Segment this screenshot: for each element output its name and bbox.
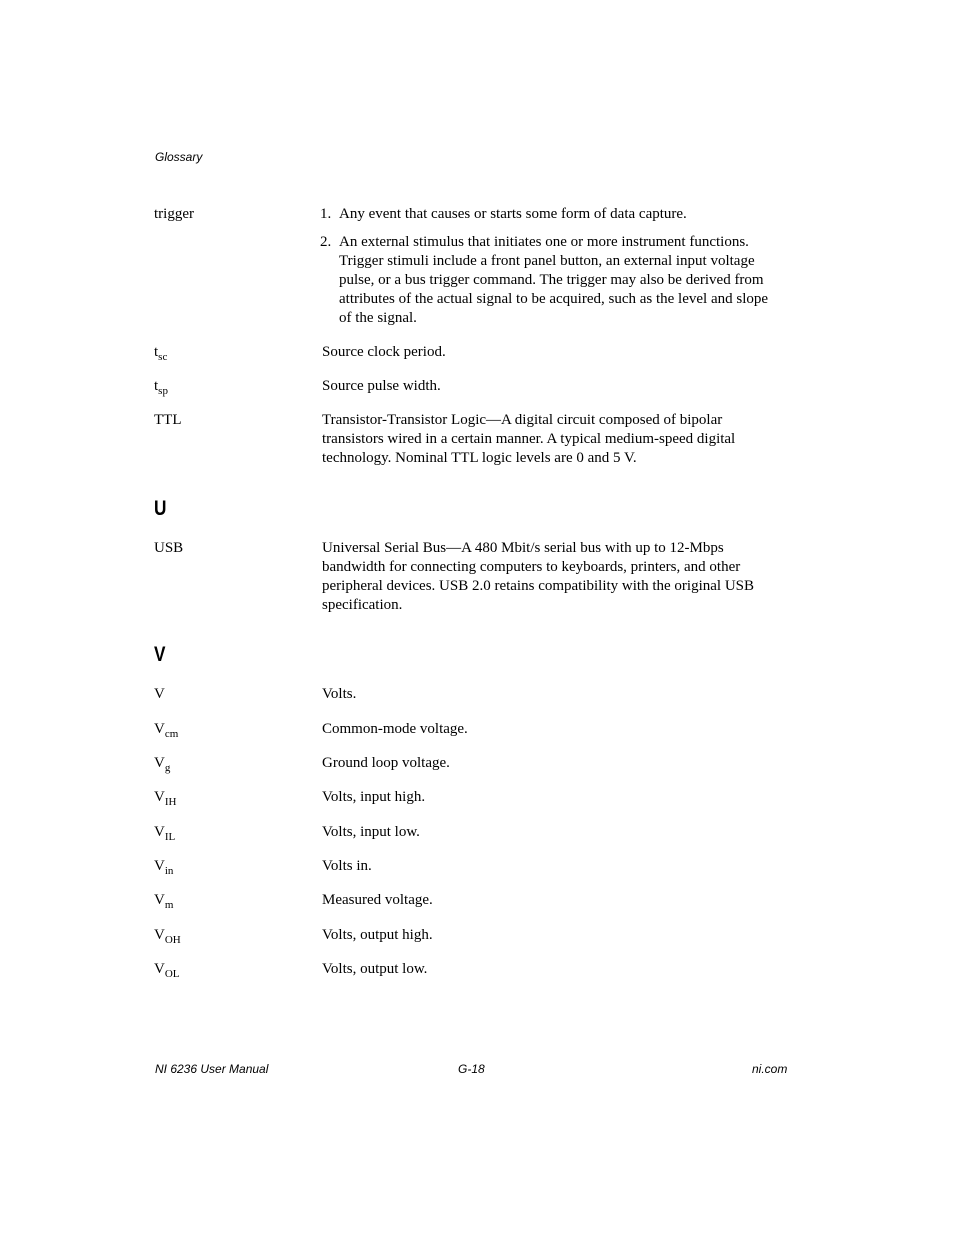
glossary-term: $t_{sp}$ — [154, 378, 168, 397]
glossary-term: $V_{in}$ — [154, 858, 174, 877]
glossary-definition: Transistor-Transistor Logic—A digital circuit composed of bipolar transistors wired in a certain manner. A typical medium-speed digital technology. Nominal TTL logic levels are 0 and 5 V. — [322, 412, 736, 466]
glossary-definition: Volts in. — [322, 858, 372, 874]
glossary-definition: Volts, output low. — [322, 961, 428, 977]
running-header: Glossary — [155, 150, 203, 164]
definition-item — [320, 205, 780, 224]
glossary-definition: Common-mode voltage. — [322, 721, 468, 737]
definition-number: 1. — [320, 206, 332, 222]
glossary-term: $t_{sc}$ — [154, 344, 168, 363]
definition-item — [320, 233, 780, 328]
section-heading-v: V — [154, 643, 166, 666]
definition-text: Any event that causes or starts some form of data capture. — [339, 206, 687, 222]
glossary-term: $V_{cm}$ — [154, 721, 179, 740]
glossary-term: $V_{OH}$ — [154, 927, 181, 946]
glossary-definition: Volts, input low. — [322, 824, 420, 840]
glossary-definition: Ground loop voltage. — [322, 755, 450, 771]
definition-number: 2. — [320, 234, 332, 250]
glossary-term: $V_m$ — [154, 892, 174, 911]
glossary-term: $V_{IH}$ — [154, 789, 177, 808]
glossary-definition: Volts, output high. — [322, 927, 433, 943]
glossary-term: USB — [154, 540, 184, 556]
footer-page-number: G-18 — [458, 1062, 485, 1076]
glossary-definition: Source pulse width. — [322, 378, 441, 394]
section-heading-u: U — [154, 497, 167, 520]
glossary-term: trigger — [154, 206, 194, 222]
glossary-definition: Measured voltage. — [322, 892, 433, 908]
glossary-definition: Volts. — [322, 686, 357, 702]
definition-list — [320, 205, 780, 328]
glossary-term: V — [154, 686, 165, 702]
footer-website: ni.com — [752, 1062, 788, 1076]
glossary-definition: Source clock period. — [322, 344, 446, 360]
glossary-definition: Universal Serial Bus—A 480 Mbit/s serial bus with up to 12-Mbps bandwidth for connecting computers to keyboards, printers, and other peripheral devices. USB 2.0 retains compatibility with the original USB specification. — [322, 540, 755, 613]
glossary-term: TTL — [154, 412, 182, 428]
definition-text: An external stimulus that initiates one or more instrument functions. Trigger stimuli include a front panel button, an external input voltage pulse, or a bus trigger command. The trigger may also be derived from attributes of the actual signal to be acquired, such as the level and slope of the signal. — [339, 234, 769, 326]
glossary-term: $V_g$ — [154, 755, 171, 774]
glossary-term: $V_{OL}$ — [154, 961, 180, 980]
glossary-term: $V_{IL}$ — [154, 824, 176, 843]
glossary-definition: Volts, input high. — [322, 789, 426, 805]
footer-manual-title: NI 6236 User Manual — [155, 1062, 269, 1076]
